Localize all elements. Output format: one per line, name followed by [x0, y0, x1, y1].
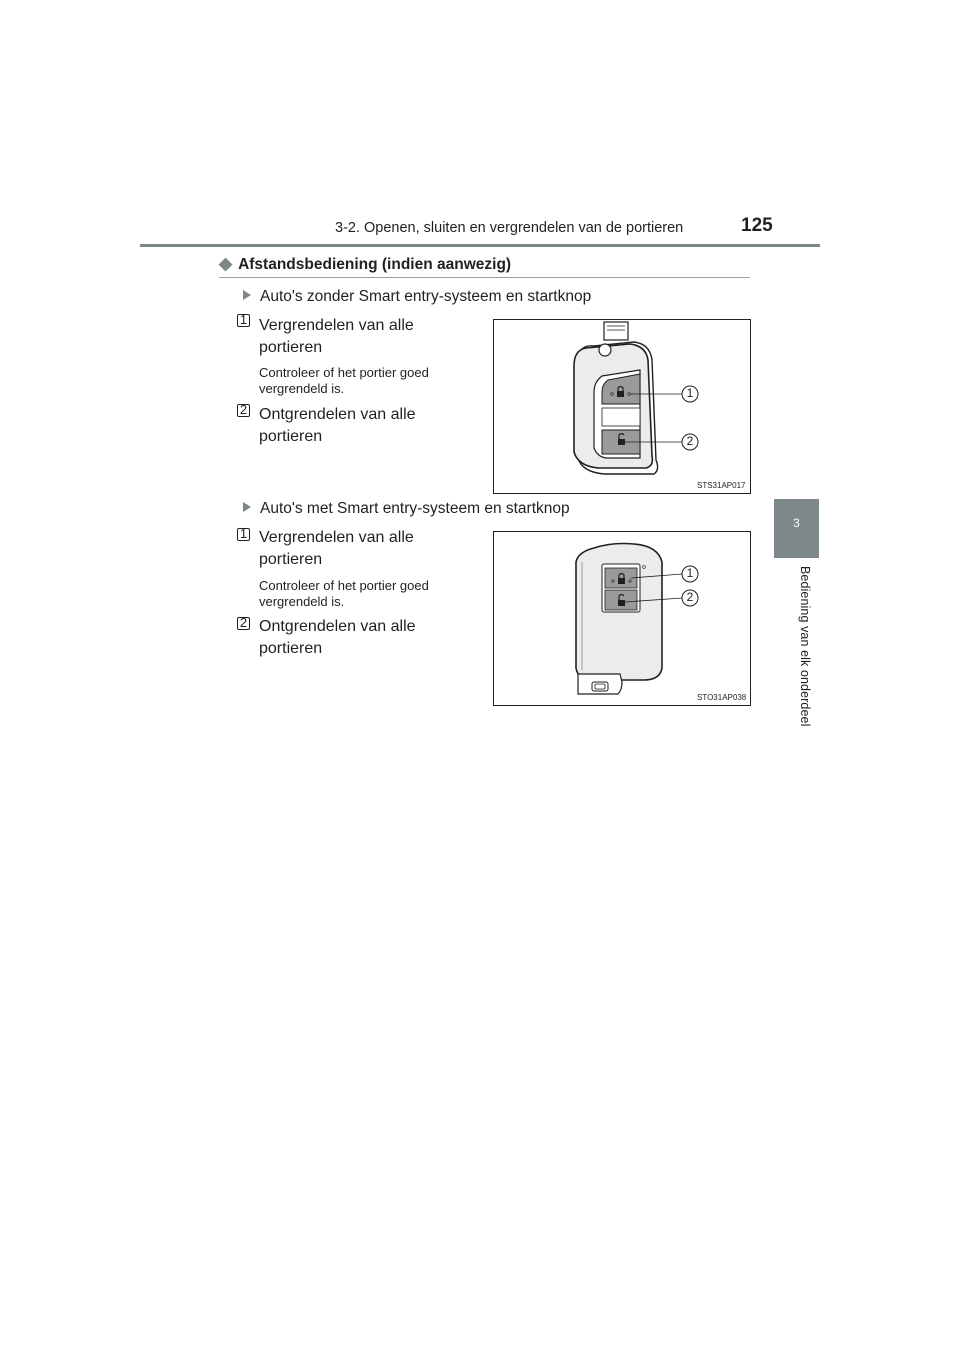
- subheading-without-smart-entry: [243, 288, 591, 306]
- item-number-badge: 1: [236, 312, 251, 327]
- page-header-title: 3-2. Openen, sluiten en vergrendelen van de portieren: [335, 220, 684, 236]
- smart-key-illustration: [494, 532, 750, 705]
- section-divider: [219, 277, 750, 278]
- flip-key-illustration: [494, 320, 750, 493]
- header-divider: [140, 244, 820, 247]
- item-lock-all-doors: Vergrendelen van alle portieren: [259, 317, 414, 356]
- item-number-badge: 1: [236, 526, 251, 541]
- section-heading-text: Afstandsbediening (indien aanwezig): [238, 256, 512, 273]
- item-note: Controleer of het portier goed vergrendeld is.: [259, 578, 429, 609]
- section-heading: [219, 254, 511, 274]
- subheading-text: Auto's met Smart entry-systeem en startknop: [260, 500, 570, 517]
- item-unlock-all-doors: Ontgrendelen van alle portieren: [259, 406, 416, 445]
- figure-code: STS31AP017: [697, 481, 746, 490]
- figure-code: STO31AP038: [697, 693, 747, 702]
- callout-1: 1: [686, 386, 694, 400]
- subheading-with-smart-entry: [243, 500, 570, 518]
- page-number: 125: [741, 215, 773, 236]
- callout-2: 2: [686, 434, 694, 448]
- item-unlock-all-doors: Ontgrendelen van alle portieren: [259, 618, 416, 657]
- diamond-bullet-icon: ◆: [219, 254, 233, 273]
- callout-2: 2: [686, 590, 694, 604]
- subheading-text: Auto's zonder Smart entry-systeem en startknop: [260, 288, 592, 305]
- chapter-tab-number: 3: [793, 516, 800, 530]
- figure-flip-key-remote: [493, 319, 751, 494]
- item-note: Controleer of het portier goed vergrendeld is.: [259, 365, 429, 396]
- item-number-badge: 2: [236, 402, 251, 417]
- callout-1: 1: [686, 566, 694, 580]
- item-lock-all-doors: Vergrendelen van alle portieren: [259, 529, 414, 568]
- figure-smart-key-remote: [493, 531, 751, 706]
- triangle-bullet-icon: [243, 290, 251, 300]
- triangle-bullet-icon: [243, 502, 251, 512]
- chapter-tab-label: Bediening van elk onderdeel: [798, 566, 812, 727]
- item-number-badge: 2: [236, 615, 251, 630]
